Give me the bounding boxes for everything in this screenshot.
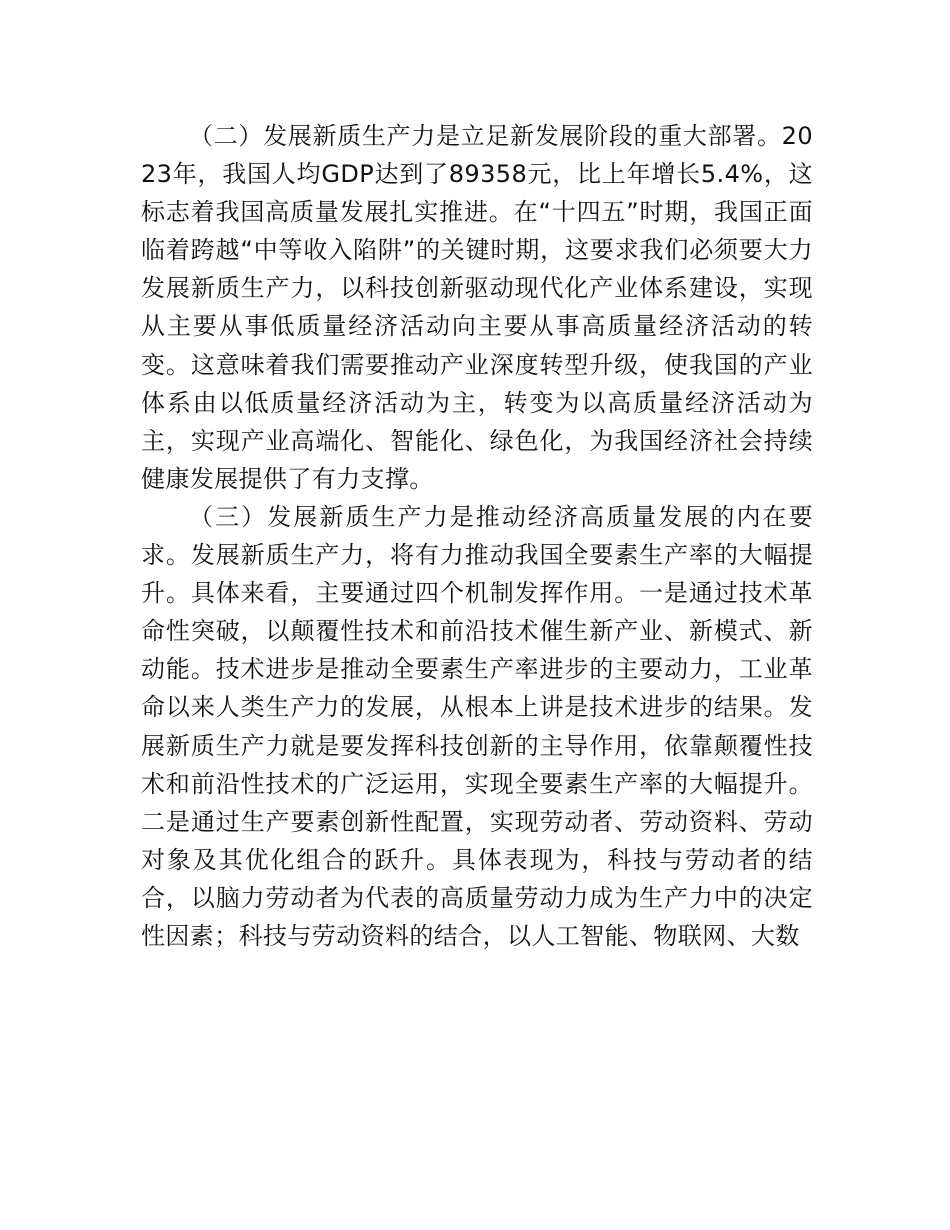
document-body <box>141 117 813 955</box>
paragraph-2: （二）发展新质生产力是立足新发展阶段的重大部署。2023年，我国人均GDP达到了89358元，比上年增长5.4%，这标志着我国高质量发展扎实推进。在“十四五”时期，我国正面临着跨越“中等收入陷阱”的关键时期，这要求我们必须要大力发展新质生产力，以科技创新驱动现代化产业体系建设，实现从主要从事低质量经济活动向主要从事高质量经济活动的转变。这意味着我们需要推动产业深度转型升级，使我国的产业体系由以低质量经济活动为主，转变为以高质量经济活动为主，实现产业高端化、智能化、绿色化，为我国经济社会持续健康发展提供了有力支撑。 <box>141 122 813 493</box>
paragraph-3: （三）发展新质生产力是推动经济高质量发展的内在要求。发展新质生产力，将有力推动我国全要素生产率的大幅提升。具体来看，主要通过四个机制发挥作用。一是通过技术革命性突破，以颠覆性技术和前沿技术催生新产业、新模式、新动能。技术进步是推动全要素生产率进步的主要动力，工业革命以来人类生产力的发展，从根本上讲是技术进步的结果。发展新质生产力就是要发挥科技创新的主导作用，依靠颠覆性技术和前沿性技术的广泛运用，实现全要素生产率的大幅提升。二是通过生产要素创新性配置，实现劳动者、劳动资料、劳动对象及其优化组合的跃升。具体表现为，科技与劳动者的结合，以脑力劳动者为代表的高质量劳动力成为生产力中的决定性因素；科技与劳动资料的结合，以人工智能、物联网、大数 <box>141 502 813 950</box>
